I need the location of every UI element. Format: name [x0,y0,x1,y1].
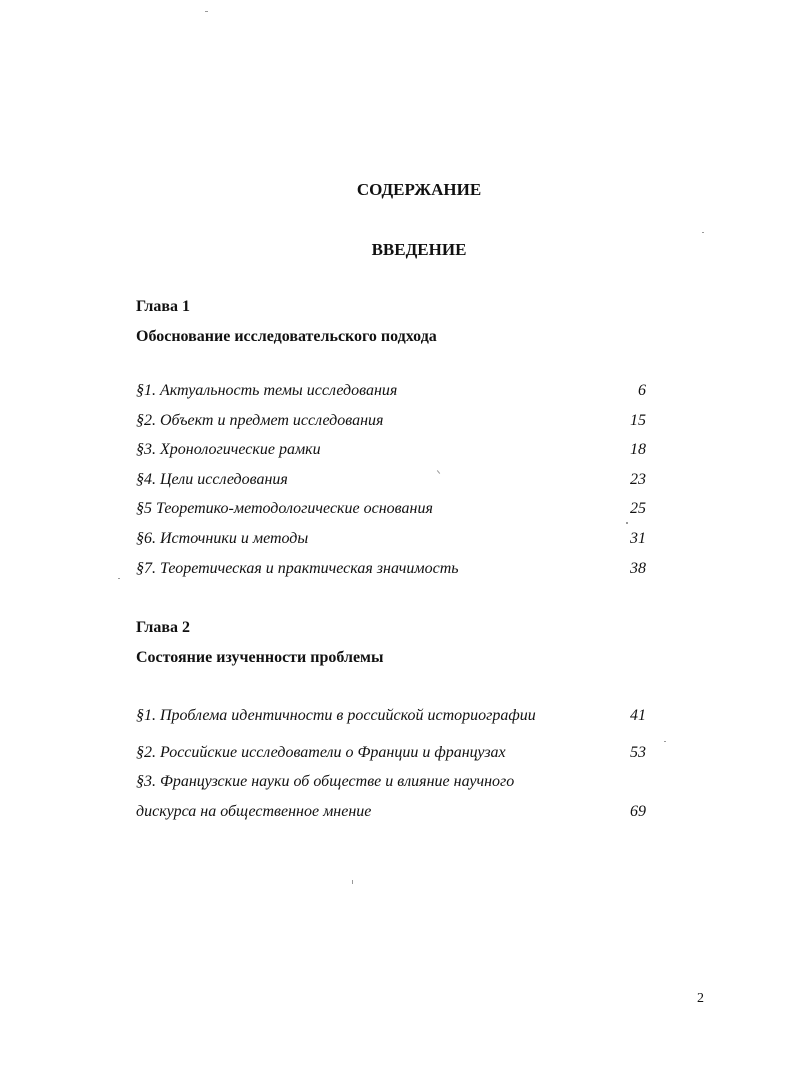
toc-heading: СОДЕРЖАНИЕ [356,180,482,199]
chapter1-label: Глава 1 [136,298,190,315]
entry-page: 53 [630,744,646,761]
entry-text: §1. Проблема идентичности в российской историографии [136,707,536,724]
entry-page: 69 [630,803,646,820]
entry-text: §5 Теоретико-методологические основания [136,500,433,517]
entry-text: §1. Актуальность темы исследования [136,382,398,399]
entry-page: 31 [630,530,646,547]
intro-heading: ВВЕДЕНИЕ [371,240,467,259]
entry-text: §2. Объект и предмет исследования [136,412,384,429]
entry-page: 6 [638,382,646,399]
entry-page: 38 [630,560,646,577]
chapter2-label: Глава 2 [136,619,190,636]
entry-text: дискурса на общественное мнение [136,803,372,820]
chapter1-title: Обоснование исследовательского подхода [136,328,437,345]
entry-text: §6. Источники и методы [136,530,309,547]
entry-page: 41 [630,707,646,724]
entry-text: §7. Теоретическая и практическая значимость [136,560,459,577]
entry-text: §3. Хронологические рамки [136,441,321,458]
entry-page: 23 [630,471,646,488]
chapter2-title: Состояние изученности проблемы [136,649,384,666]
entry-text: §3. Французские науки об обществе и влияние научного [136,773,515,790]
entry-page: 18 [630,441,646,458]
entry-page: 25 [630,500,646,517]
entry-page: 15 [630,412,646,429]
entry-text: §2. Российские исследователи о Франции и французах [136,744,506,761]
entry-text: §4. Цели исследования [136,471,288,488]
page-number: 2 [697,991,704,1006]
